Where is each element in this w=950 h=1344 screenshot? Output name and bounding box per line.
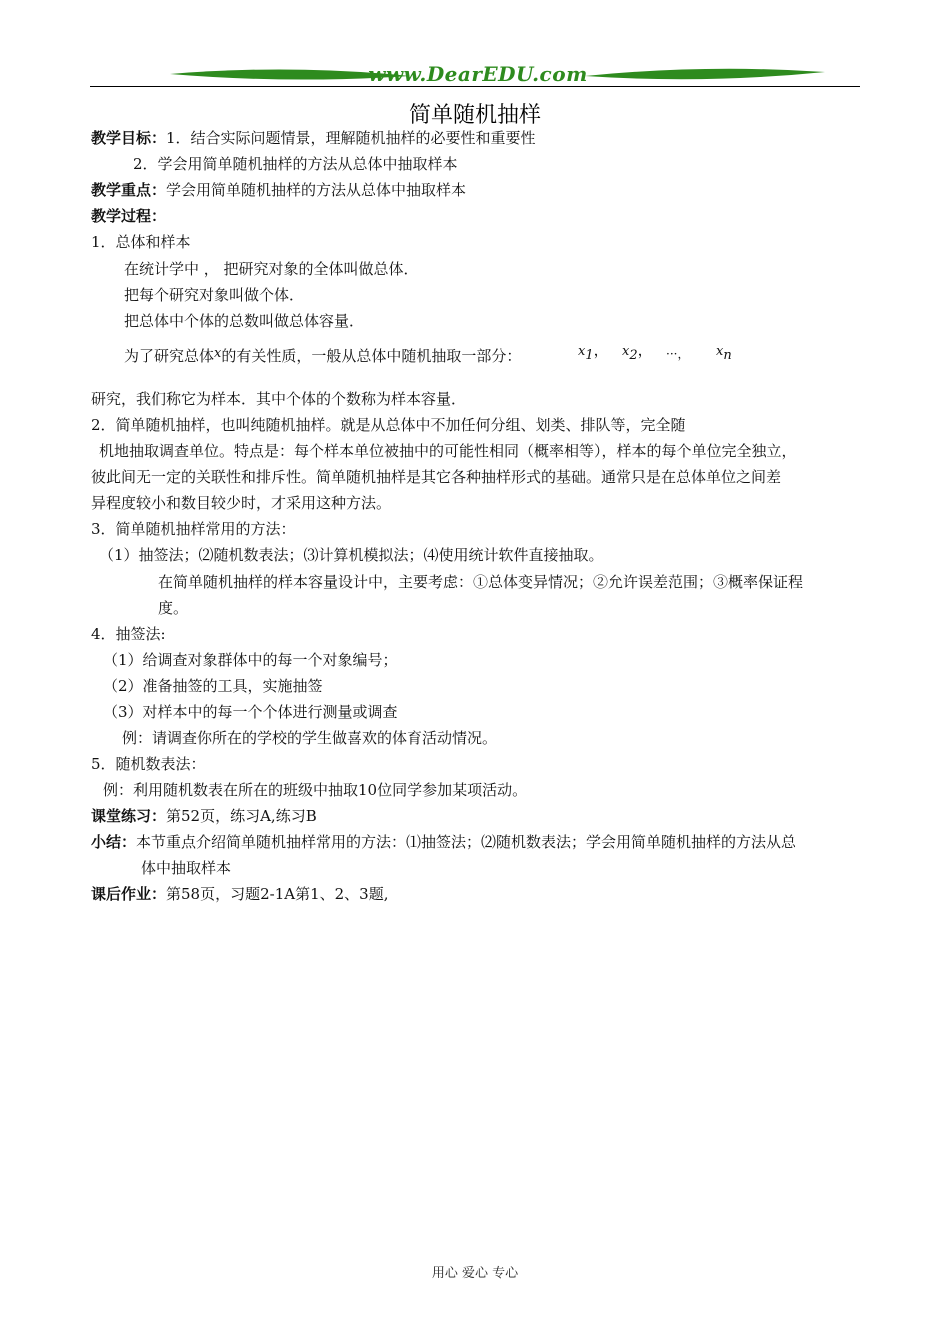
- s3-line2: 在简单随机抽样的样本容量设计中，主要考虑：①总体变异情况；②允许误差范围；③概率保证程: [158, 573, 804, 591]
- s2-line2: 彼此间无一定的关联性和排斥性。简单随机抽样是其它各种抽样形式的基础。通常只是在总体单位之间差: [91, 468, 782, 486]
- summary-label: 小结：: [91, 833, 137, 851]
- s2-line1: 机地抽取调查单位。特点是：每个样本单位被抽中的可能性相同（概率相等），样本的每个单位完全独立，: [99, 442, 797, 460]
- focus-text: 学会用简单随机抽样的方法从总体中抽取样本: [166, 181, 467, 199]
- header-banner: [90, 58, 860, 90]
- header-rule: [90, 86, 860, 87]
- s1-line4-pre: 为了研究总体: [124, 347, 215, 365]
- s5-heading: 5．随机数表法：: [91, 755, 206, 773]
- goals-item1: 1．结合实际问题情景，理解随机抽样的必要性和重要性: [166, 129, 536, 147]
- homework-label: 课后作业：: [91, 885, 167, 903]
- xn-var: x: [716, 344, 724, 359]
- goals-label: 教学目标：: [91, 129, 167, 147]
- s1-line4-mid: 的有关性质，一般从总体中随机抽取一部分：: [221, 347, 522, 365]
- var-x: x: [214, 346, 222, 361]
- sample-xn: [716, 340, 732, 366]
- focus-label: 教学重点：: [91, 181, 167, 199]
- s1-heading: 1．总体和样本: [91, 233, 191, 251]
- sample-x1: $x_1$，: [578, 341, 609, 363]
- homework-line: [91, 884, 389, 904]
- x2-sub: 2: [629, 348, 638, 363]
- s1-line3: 把总体中个体的总数叫做总体容量．: [124, 312, 365, 330]
- summary-text2: 体中抽取样本: [141, 859, 232, 877]
- s3-line1: （1）抽签法；⑵随机数表法；⑶计算机模拟法；⑷使用统计软件直接抽取。: [99, 546, 604, 564]
- sample-x2: $x_2$，: [622, 341, 653, 363]
- document-title: 简单随机抽样: [408, 103, 541, 128]
- s2-heading: 2．简单随机抽样，也叫纯随机抽样。就是从总体中不加任何分组、划类、排队等，完全随: [91, 416, 686, 434]
- xn-sub: n: [723, 348, 732, 363]
- s4-example: 例：请调查你所在的学校的学生做喜欢的体育活动情况。: [122, 729, 498, 747]
- practice-line: [91, 806, 317, 826]
- focus-line: [91, 180, 466, 200]
- s4-line1: （1）给调查对象群体中的每一个对象编号；: [103, 651, 398, 669]
- s4-line2: （2）准备抽签的工具，实施抽签: [103, 677, 323, 695]
- right-swoosh-icon: [585, 66, 825, 84]
- s2-line3: 异程度较小和数目较少时，才采用这种方法。: [91, 494, 392, 512]
- dots-text: ···: [666, 347, 678, 361]
- goals-item2: 2．学会用简单随机抽样的方法从总体中抽取样本: [133, 155, 458, 173]
- homework-text: 第58页，习题2-1A第1、2、3题,: [166, 885, 389, 903]
- s1-line4: [124, 346, 521, 368]
- x1-var: x: [578, 344, 586, 359]
- s3-line3: 度。: [158, 599, 189, 617]
- x2-var: x: [622, 344, 630, 359]
- site-logo-text: www.DearEDU.com: [368, 62, 588, 86]
- process-label: 教学过程：: [91, 207, 167, 225]
- s3-heading: 3．简单随机抽样常用的方法：: [91, 520, 296, 538]
- x1-sub: 1: [585, 348, 594, 363]
- sample-dots: ···，: [666, 347, 690, 361]
- summary-line: [91, 832, 796, 852]
- practice-label: 课堂练习：: [91, 807, 167, 825]
- s1-line5: 研究，我们称它为样本．其中个体的个数称为样本容量．: [91, 390, 467, 408]
- goals-line: [91, 128, 536, 148]
- s1-line1: 在统计学中 ， 把研究对象的全体叫做总体．: [124, 260, 419, 278]
- page-footer: 用心 爱心 专心: [431, 1266, 519, 1281]
- s5-example: 例：利用随机数表在所在的班级中抽取10位同学参加某项活动。: [103, 781, 528, 799]
- s4-heading: 4．抽签法:: [91, 625, 166, 643]
- practice-text: 第52页，练习A,练习B: [166, 807, 317, 825]
- s4-line3: （3）对样本中的每一个个体进行测量或调查: [103, 703, 398, 721]
- summary-text1: 本节重点介绍简单随机抽样常用的方法：⑴抽签法；⑵随机数表法；学会用简单随机抽样的方法从总: [136, 833, 797, 851]
- s1-line2: 把每个研究对象叫做个体．: [124, 286, 305, 304]
